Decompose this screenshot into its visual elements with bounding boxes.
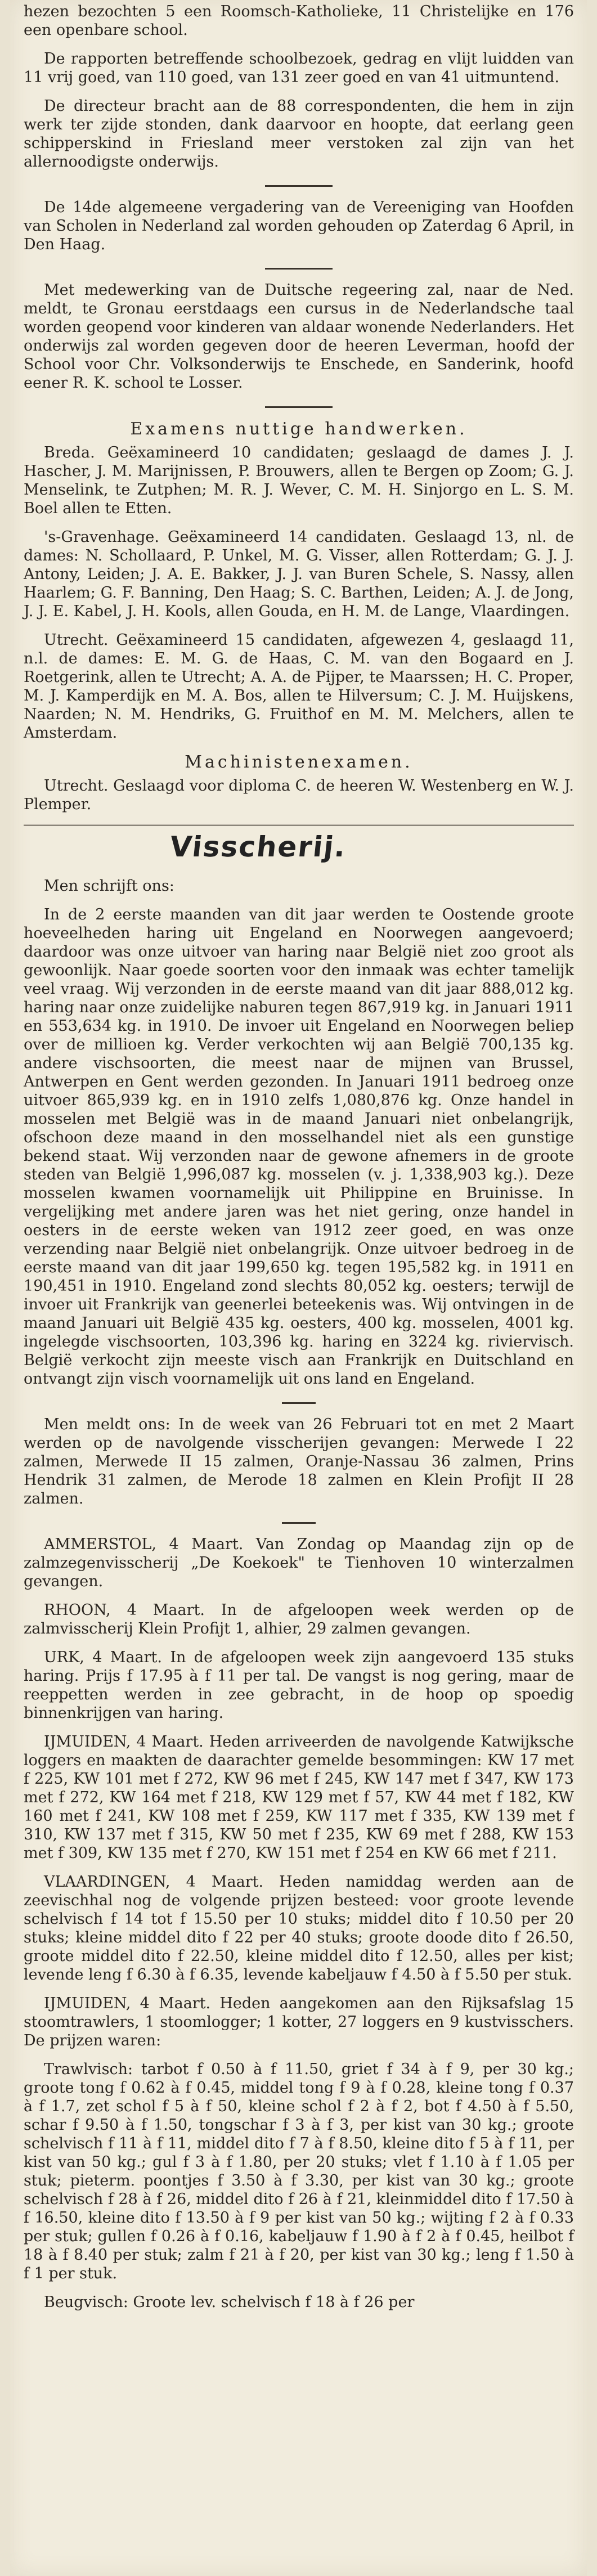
subheading-examens: Examens nuttige handwerken.: [130, 419, 468, 439]
exam-paragraph: 's-Gravenhage. Geëxamineerd 14 candidaten. Geslaagd 13, nl. de dames: N. Schollaard, P. Unkel, M. G. Visser, allen Rotterdam; G. J. J. Antony, Leiden; J. A. E. Bakker, J. J. van Buren Schele, S. Nassy, allen Haarlem; G. F. Banning, Den Haag; S. C. Barthen, Leiden; A. J. de Jong, J. J. E. Kabel, J. H. Kools, allen Gouda, en H. M. de Lange, Vlaardingen.: [24, 528, 574, 620]
paragraph: De rapporten betreffende schoolbezoek, gedrag en vlijt luidden van 11 vrij goed, van 110 goed, van 131 zeer goed en van 41 uitmuntend.: [24, 50, 574, 86]
paragraph-meldt: Men meldt ons: In de week van 26 Februari tot en met 2 Maart werden op de navolgende visscherijen gevangen: Merwede I 22 zalmen, Merwede II 15 zalmen, Oranje-Nassau 36 zalmen, Prins Hendrik 31 zalmen, de Merode 18 zalmen en Klein Profijt II 28 zalmen.: [24, 1416, 574, 1507]
paragraph: Men schrijft ons:: [44, 877, 174, 895]
separator: [265, 402, 333, 411]
separator: [265, 264, 333, 273]
report-paragraph: IJMUIDEN, 4 Maart. Heden arriveerden de navolgende Katwijksche loggers en maakten de daarachter gemelde besommingen: KW 17 met f 225, KW 101 met f 272, KW 96 met f 245, KW 147 met f 347, KW 173 met f 272, KW 164 met f 218, KW 129 met f 57, KW 44 met f 182, KW 160 met f 241, KW 108 met f 259, KW 117 met f 335, KW 139 met f 310, KW 137 met f 315, KW 50 met f 235, KW 69 met f 288, KW 153 met f 309, KW 135 met f 270, KW 151 met f 254 en KW 66 met f 211.: [24, 1733, 574, 1862]
newspaper-clipping: [10, 0, 587, 2576]
exam-paragraph: Breda. Geëxamineerd 10 candidaten; geslaagd de dames J. J. Hascher, J. M. Marijnissen, P. Brouwers, allen te Bergen op Zoom; G. J. Menselink, te Zutphen; M. R. J. Wever, C. M. H. Sinjorgo en L. S. M. Boel allen te Etten.: [24, 444, 574, 517]
separator: [282, 1518, 316, 1527]
paragraph: hezen bezochten 5 een Roomsch-Katholieke, 11 Christelijke en 176 een openbare school.: [24, 3, 574, 39]
separator: [265, 181, 333, 190]
report-paragraph: VLAARDINGEN, 4 Maart. Heden namiddag werden aan de zeevischhal nog de volgende prijzen besteed: voor groote levende schelvisch f 14 tot f 15.50 per 10 stuks; middel dito f 10.50 per 20 stuks; kleine middel dito f 22 per 40 stuks; groote doode dito f 26.50, groote middel dito f 22.50, kleine middel dito f 12.50, alles per kist; levende leng f 6.30 à f 6.35, levende kabeljauw f 4.50 à f 5.50 per stuk.: [24, 1873, 574, 1983]
report-paragraph: Trawlvisch: tarbot f 0.50 à f 11.50, griet f 34 à f 9, per 30 kg.; groote tong f 0.62 à f 0.45, middel tong f 9 à f 0.28, kleine tong f 0.37 à f 1.7, zet schol f 5 à f 50, kleine schol f 2 à f 2, bot f 4.50 à f 5.50, schar f 9.50 à f 1.50, tongschar f 3 à f 3, per kist van 30 kg.; groote schelvisch f 11 à f 11, middel dito f 7 à f 8.50, kleine dito f 5 à f 11, per kist van 50 kg.; gul f 3 à f 1.80, per 20 stuks; vlet f 1.10 à f 1.05 per stuk; pieterm. poontjes f 3.50 à f 3.30, per kist van 30 kg.; groote schelvisch f 28 à f 26, middel dito f 26 à f 21, kleinmiddel dito f 17.50 à f 16.50, kleine dito f 13.50 à f 9 per kist van 50 kg.; wijting f 2 à f 0.33 per stuk; gullen f 0.26 à f 0.16, kabeljauw f 1.90 à f 2 à f 0.45, heilbot f 18 à f 8.40 per stuk; zalm f 21 à f 20, per kist van 30 kg.; leng f 1.50 à f 1 per stuk.: [24, 2061, 574, 2282]
exam-paragraph: Utrecht. Geëxamineerd 15 candidaten, afgewezen 4, geslaagd 11, n.l. de dames: E. M. G. de Haas, C. M. van den Bogaard en J. Roetgerink, allen te Utrecht; A. A. de Pijper, te Maarssen; H. C. Proper, M. J. Kamperdijk en M. A. Bos, allen te Hilversum; C. J. M. Huijskens, Naarden; N. M. Hendriks, G. Fruithof en M. M. Melchers, allen te Amsterdam.: [24, 631, 574, 742]
machinist-paragraph: Utrecht. Geslaagd voor diploma C. de heeren W. Westenberg en W. J. Plemper.: [24, 777, 574, 813]
paragraph: De directeur bracht aan de 88 correspondenten, die hem in zijn werk ter zijde stonden, dank daarvoor en hoopte, dat eerlang geen schipperskind in Friesland meer verstoken zal zijn van het allernoodigste onderwijs.: [24, 97, 574, 170]
report-paragraph: AMMERSTOL, 4 Maart. Van Zondag op Maandag zijn op de zalmzegenvisscherij „De Koekoek" te Tienhoven 10 winterzalmen gevangen.: [24, 1536, 574, 1590]
separator: [282, 1398, 316, 1407]
report-paragraph: IJMUIDEN, 4 Maart. Heden aangekomen aan den Rijksafslag 15 stoomtrawlers, 1 stoomlogger; 1 kotter, 27 loggers en 9 kustvisschers. De prijzen waren:: [24, 1995, 574, 2049]
paragraph: In de 2 eerste maanden van dit jaar werden te Oostende groote hoeveelheden haring uit Engeland en Noorwegen aangevoerd; daardoor was onze uitvoer van haring naar België niet zoo groot als gewoonlijk. Naar goede soorten voor den inmaak was echter tamelijk veel vraag. Wij verzonden in de eerste maand van dit jaar 888,012 kg. haring naar onze zuidelijke naburen tegen 867,919 kg. in Januari 1911 en 553,634 kg. in 1910. De invoer uit Engeland en Noorwegen beliep over de millioen kg. Verder verkochten wij aan België 700,135 kg. andere vischsoorten, die meest naar de mijnen van Brussel, Antwerpen en Gent werden gezonden. In Januari 1911 bedroeg onze uitvoer 865,939 kg. en in 1910 zelfs 1,080,876 kg. Onze handel in mosselen met België was in de maand Januari niet onbelangrijk, ofschoon deze maand in den mosselhandel niet als een gunstige bekend staat. Wij verzonden naar de gewone afnemers in de groote steden van België 1,996,087 kg. mosselen (v. j. 1,338,903 kg.). Deze mosselen kwamen voornamelijk uit Philippine en Bruinisse. In vergelijking met andere jaren was het niet gering, onze handel in oesters in de eerste weken van 1912 zeer goed, en was onze verzending naar België niet onbelangrijk. Onze uitvoer bedroeg in de eerste maand van dit jaar 199,650 kg. tegen 195,582 kg. in 1911 en 190,451 in 1910. Engeland zond slechts 80,052 kg. oesters; terwijl de invoer uit Frankrijk van geenerlei beteekenis was. Wij ontvingen in de maand Januari uit België 435 kg. oesters, 400 kg. mosselen, 4001 kg. ingelegde vischsoorten, 103,396 kg. haring en 3224 kg. riviervisch. België verkocht zijn meeste visch aan Frankrijk en Duitschland en ontvangt zijn visch voornamelijk uit ons land en Engeland.: [24, 906, 574, 1388]
article-column: [24, 2, 574, 2322]
report-paragraph: RHOON, 4 Maart. In de afgeloopen week werden op de zalmvisscherij Klein Profijt 1, alhier, 29 zalmen gevangen.: [24, 1601, 574, 1637]
section-header: [24, 824, 574, 868]
section-title: Visscherij.: [168, 831, 348, 863]
paragraph-vereeniging: De 14de algemeene vergadering van de Vereeniging van Hoofden van Scholen in Nederland zal worden gehouden op Zaterdag 6 April, in Den Haag.: [24, 199, 574, 253]
report-paragraph: Beugvisch: Groote lev. schelvisch f 18 à f 26 per: [44, 2294, 415, 2311]
report-paragraph: URK, 4 Maart. In de afgeloopen week zijn aangevoerd 135 stuks haring. Prijs f 17.95 à f 11 per tal. De vangst is nog gering, maar de reeppetten werden in zee gebracht, in de hoop op spoedig binnenkrijgen van haring.: [24, 1649, 574, 1722]
paragraph-duitsche: Met medewerking van de Duitsche regeering zal, naar de Ned. meldt, te Gronau eerstdaags een cursus in de Nederlandsche taal worden geopend voor kinderen van aldaar wonende Nederlanders. Het onderwijs zal worden gegeven door de heeren Leverman, hoofd der School voor Chr. Volksonderwijs te Enschede, en Sanderink, hoofd eener R. K. school te Losser.: [24, 281, 574, 392]
subheading-machinist: Machinistenexamen.: [185, 752, 413, 772]
